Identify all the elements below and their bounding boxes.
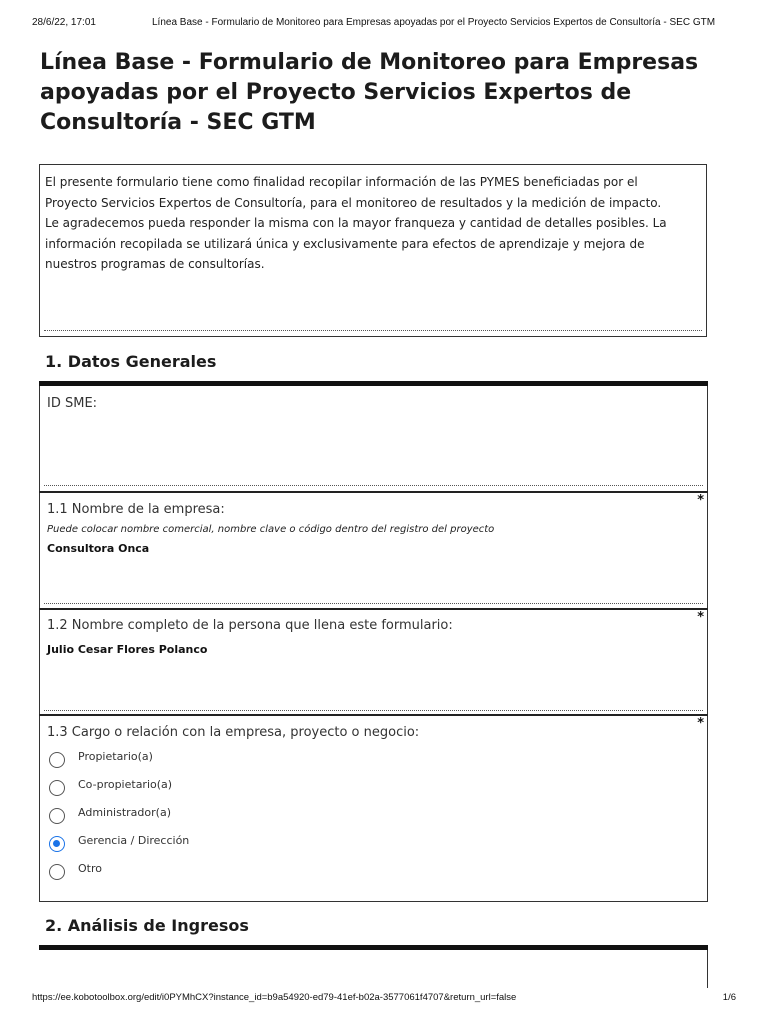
print-header — [32, 17, 736, 31]
radio-label[interactable]: Gerencia / Dirección — [78, 834, 190, 847]
dotted-rule — [44, 330, 702, 331]
print-page-title: Línea Base - Formulario de Monitoreo para Empresas apoyadas por el Proyecto Servicios Expertos de Consultoría - SEC GTM — [152, 17, 716, 28]
intro-line: nuestros programas de consultorías. — [45, 257, 265, 271]
intro-text — [45, 172, 700, 275]
intro-note — [39, 164, 707, 337]
radio-label[interactable]: Administrador(a) — [78, 806, 171, 819]
print-url: https://ee.kobotoolbox.org/edit/i0PYMhCX?instance_id=b9a54920-ed79-41ef-b02a-3577061f4707&return_url=false — [32, 992, 517, 1003]
question-label: 1.1 Nombre de la empresa: — [47, 502, 225, 517]
page-number: 1/6 — [722, 992, 736, 1003]
question-label: ID SME: — [47, 396, 98, 411]
print-footer — [32, 992, 736, 1006]
section-border — [707, 950, 708, 988]
question-role[interactable] — [39, 716, 708, 902]
required-mark: * — [697, 716, 704, 731]
company-name-value[interactable]: Consultora Onca — [47, 542, 150, 555]
radio-label[interactable]: Otro — [78, 862, 102, 875]
print-datetime: 28/6/22, 17:01 — [32, 17, 96, 28]
intro-line: El presente formulario tiene como finalidad recopilar información de las PYMES beneficiadas por el — [45, 175, 638, 189]
required-mark: * — [697, 610, 704, 625]
radio-button[interactable] — [49, 752, 65, 768]
radio-button[interactable] — [49, 780, 65, 796]
question-respondent-name[interactable] — [39, 610, 708, 715]
question-id-sme[interactable] — [39, 386, 708, 492]
respondent-name-value[interactable]: Julio Cesar Flores Polanco — [47, 643, 208, 656]
id-sme-input[interactable] — [44, 485, 703, 486]
section-bar — [39, 945, 708, 950]
form-title: Línea Base - Formulario de Monitoreo para Empresas apoyadas por el Proyecto Servicios Expertos de Consultoría - SEC GTM — [40, 50, 699, 135]
company-name-input[interactable] — [44, 603, 703, 604]
question-hint: Puede colocar nombre comercial, nombre clave o código dentro del registro del proyecto — [47, 524, 495, 535]
radio-button-selected[interactable] — [49, 836, 65, 852]
respondent-name-input[interactable] — [44, 710, 703, 711]
section-title-datos-generales: 1. Datos Generales — [45, 352, 217, 371]
intro-line: Le agradecemos pueda responder la misma con la mayor franqueza y cantidad de detalles posibles. La — [45, 216, 667, 230]
radio-button[interactable] — [49, 808, 65, 824]
question-company-name[interactable] — [39, 493, 708, 608]
intro-line: información recopilada se utilizará única y exclusivamente para efectos de aprendizaje y mejora de — [45, 236, 645, 251]
question-label: 1.2 Nombre completo de la persona que llena este formulario: — [47, 618, 453, 633]
required-mark: * — [697, 493, 704, 508]
section-title-analisis-ingresos: 2. Análisis de Ingresos — [45, 916, 249, 935]
radio-button[interactable] — [49, 864, 65, 880]
question-label: 1.3 Cargo o relación con la empresa, proyecto o negocio: — [47, 725, 420, 740]
radio-label[interactable]: Propietario(a) — [78, 750, 153, 763]
intro-line: Proyecto Servicios Expertos de Consultoría, para el monitoreo de resultados y la medición de impacto. — [45, 195, 662, 210]
radio-label[interactable]: Co-propietario(a) — [78, 778, 173, 791]
